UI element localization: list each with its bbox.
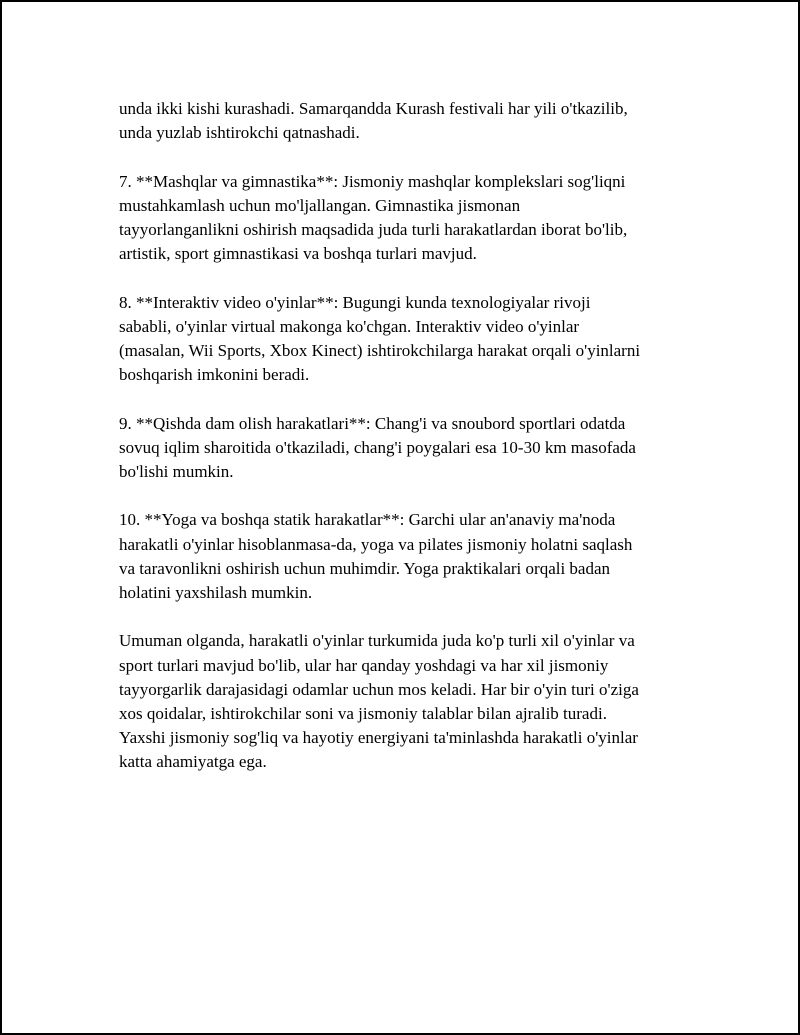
paragraph-conclusion: Umuman olganda, harakatli o'yinlar turkumida juda ko'p turli xil o'yinlar va sport turlari mavjud bo'lib, ular har qanday yoshdagi va har xil jismoniy tayyorgarlik darajasidagi odamlar uchun mos keladi. Har bir o'yin turi o'ziga xos qoidalar, ishtirokchilar soni va jismoniy talablar bilan ajralib turadi. Yaxshi jismoniy sog'liq va hayotiy energiyani ta'minlashda harakatli o'yinlar katta ahamiyatga ega. <box>119 631 639 772</box>
document-body <box>119 97 685 799</box>
paragraph-item-7-mashqlar: 7. **Mashqlar va gimnastika**: Jismoniy mashqlar komplekslari sog'liqni mustahkamlash uchun mo'ljallangan. Gimnastika jismonan tayyorlanganlikni oshirish maqsadida juda turli harakatlardan iborat bo'lib, artistik, sport gimnastikasi va boshqa turlari mavjud. <box>119 171 628 264</box>
paragraph-item-10-yoga: 10. **Yoga va boshqa statik harakatlar**: Garchi ular an'anaviy ma'noda harakatli o'yinlar hisoblanmasa-da, yoga va pilates jismoniy holatni saqlash va taravonlikni oshirish uchun muhimdir. Yoga praktikalari orqali badan holatini yaxshilash mumkin. <box>119 510 633 602</box>
paragraph-kurash-continuation: unda ikki kishi kurashadi. Samarqandda Kurash festivali har yili o'tkazilib, unda yuzlab ishtirokchi qatnashadi. <box>119 99 628 143</box>
paragraph-item-8-video-oyinlar: 8. **Interaktiv video o'yinlar**: Bugungi kunda texnologiyalar rivoji sababli, o'yinlar virtual makonga ko'chgan. Interaktiv video o'yinlar (masalan, Wii Sports, Xbox Kinect) ishtirokchilarga harakat orqali o'yinlarni boshqarish imkonini beradi. <box>119 292 641 385</box>
paragraph-item-9-qishda: 9. **Qishda dam olish harakatlari**: Chang'i va snoubord sportlari odatda sovuq iqlim sharoitida o'tkaziladi, chang'i poygalari esa 10-30 km masofada bo'lishi mumkin. <box>119 413 636 481</box>
